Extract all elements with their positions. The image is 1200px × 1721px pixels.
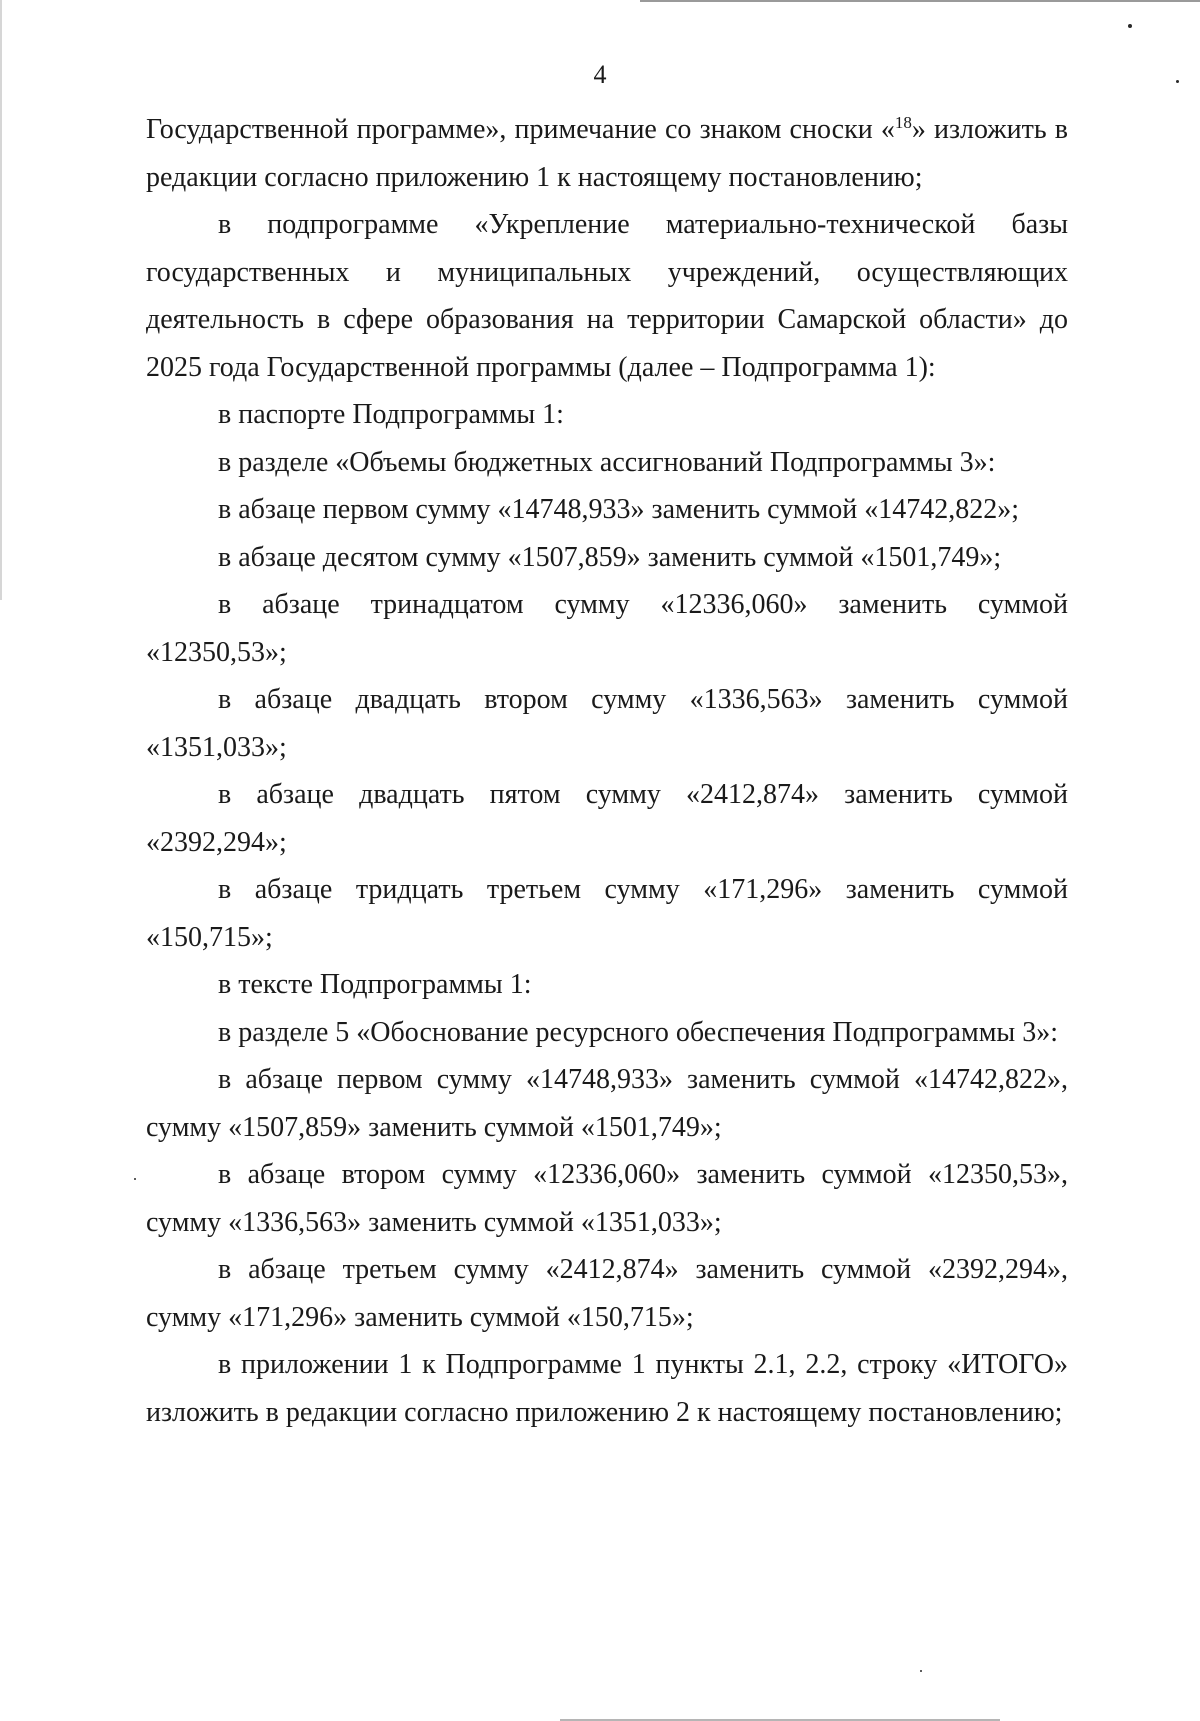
document-body <box>146 106 1068 1436</box>
paragraph: в приложении 1 к Подпрограмме 1 пункты 2.1, 2.2, строку «ИТОГО» изложить в редакции согласно приложению 2 к настоящему постановлению; <box>146 1349 1068 1428</box>
paragraph: в разделе 5 «Обоснование ресурсного обеспечения Подпрограммы 3»: <box>218 1016 1058 1048</box>
paragraph: в паспорте Подпрограммы 1: <box>218 399 564 430</box>
footnote-mark: 18 <box>894 113 912 132</box>
scan-edge-top <box>640 0 1200 2</box>
paragraph: в абзаце десятом сумму «1507,859» заменить суммой «1501,749»; <box>218 541 1002 573</box>
paragraph: в абзаце двадцать пятом сумму «2412,874» заменить суммой «2392,294»; <box>146 779 1068 858</box>
paragraph: в абзаце тридцать третьем сумму «171,296» заменить суммой «150,715»; <box>146 874 1068 953</box>
paragraph: в абзаце первом сумму «14748,933» заменить суммой «14742,822»; <box>218 494 1020 525</box>
paragraph: в абзаце тринадцатом сумму «12336,060» заменить суммой «12350,53»; <box>146 589 1068 668</box>
paragraph: в тексте Подпрограммы 1: <box>218 969 532 1000</box>
paragraph-text: » изложить в редакции согласно приложению 1 к настоящему постановлению; <box>146 114 1068 193</box>
scan-edge-left <box>0 0 2 600</box>
paragraph: в абзаце первом сумму «14748,933» заменить суммой «14742,822», сумму «1507,859» заменить суммой «1501,749»; <box>146 1064 1068 1143</box>
paragraph: в подпрограмме «Укрепление материально-технической базы государственных и муниципальных учреждений, осуществляющих деятельность в сфере образования на территории Самарской области» до 2025 года Государственной программы (далее – Подпрограмма 1): <box>146 209 1068 383</box>
paragraph: в абзаце втором сумму «12336,060» заменить суммой «12350,53», сумму «1336,563» заменить суммой «1351,033»; <box>146 1159 1068 1238</box>
paragraph: в абзаце двадцать втором сумму «1336,563» заменить суммой «1351,033»; <box>146 684 1068 763</box>
scan-speck <box>920 1670 922 1672</box>
scan-speck <box>1128 24 1132 28</box>
page-number: 4 <box>593 60 607 89</box>
paragraph-text: Государственной программе», примечание со знаком сноски « <box>146 114 895 145</box>
paragraph: в разделе «Объемы бюджетных ассигнований Подпрограммы 3»: <box>218 446 996 478</box>
scan-speck <box>134 1178 136 1180</box>
paragraph-continuation <box>146 106 1068 201</box>
paragraph: в абзаце третьем сумму «2412,874» заменить суммой «2392,294», сумму «171,296» заменить суммой «150,715»; <box>146 1254 1068 1333</box>
